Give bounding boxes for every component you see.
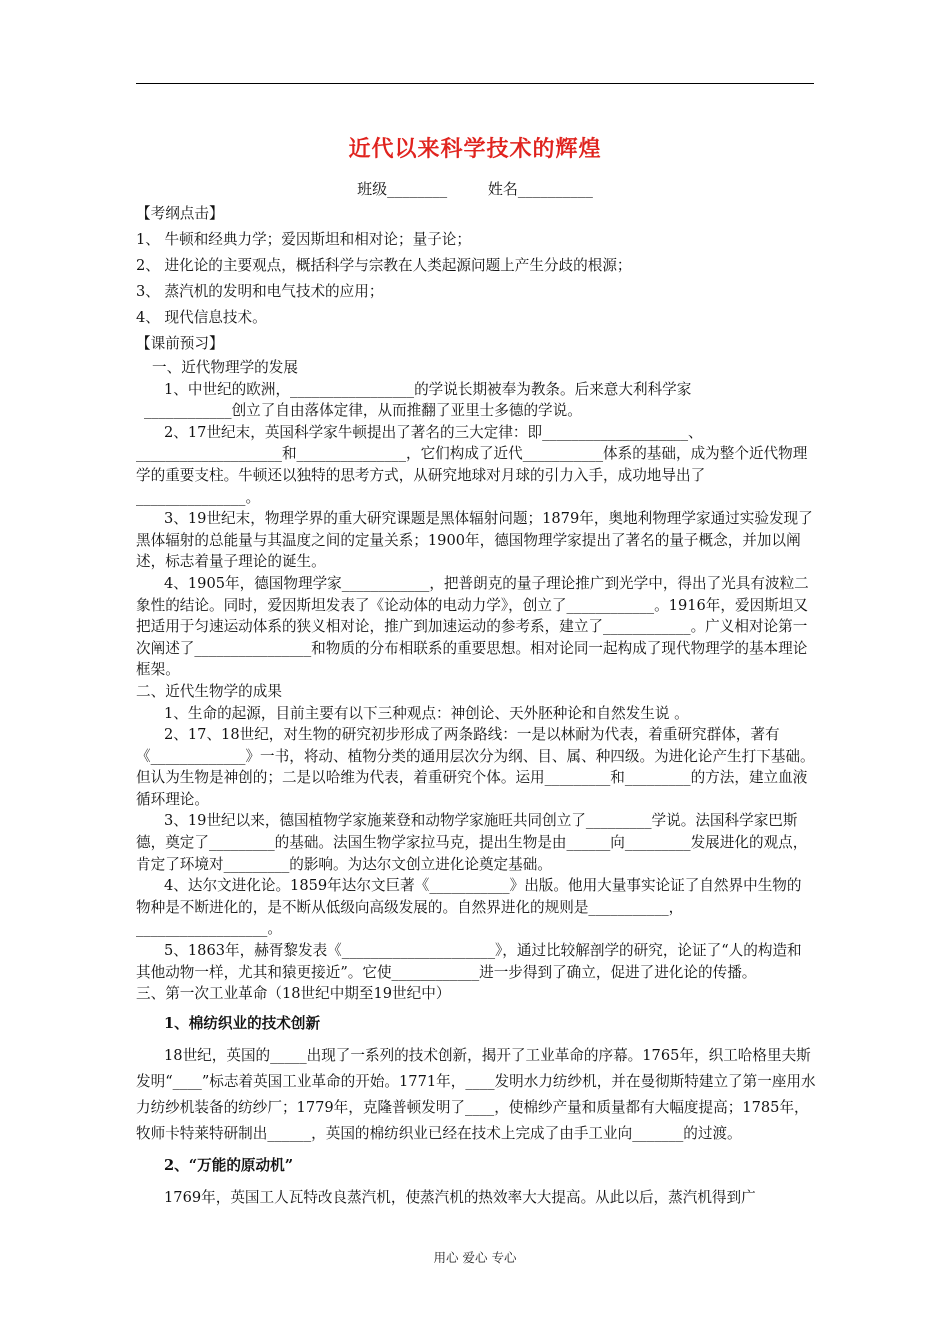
page-title: 近代以来科学技术的辉煌 bbox=[348, 137, 602, 162]
section-heading: 【课前预习】 bbox=[136, 335, 224, 352]
sub-heading: 2、“万能的原动机” bbox=[164, 1156, 294, 1174]
paragraph: 3、19世纪以来，德国植物学家施莱登和动物学家施旺共同创立了_________学说。法国科学家巴斯德，奠定了_________的基础。法国生物学家拉马克，提出生物是由______向_________发展进化的观点，肯定了环境对_________的影响。为达尔文创立进化论奠定基础。 bbox=[136, 812, 808, 873]
paragraph: 5、1863年，赫胥黎发表《_____________________》，通过比较解剖学的研究，论证了“人的构造和其他动物一样，尤其和猿更接近”。它使____________进一步得到了确立，促进了进化论的传播。 bbox=[136, 942, 802, 981]
paragraph: 1、生命的起源，目前主要有以下三种观点：神创论、天外胚种论和自然发生说 。 bbox=[164, 704, 689, 722]
page-footer: 用心 爱心 专心 bbox=[433, 1250, 517, 1265]
list-item: 1、 牛顿和经典力学；爱因斯坦和相对论；量子论； bbox=[136, 231, 471, 248]
section-heading: 【考纲点击】 bbox=[136, 205, 224, 222]
sub-heading: 1、棉纺织业的技术创新 bbox=[164, 1014, 321, 1032]
paragraph: 4、1905年，德国物理学家____________，把普朗克的量子理论推广到光学中，得出了光具有波粒二象性的结论。同时，爱因斯坦发表了《论动体的电动力学》，创立了____________。1916年，爱因斯坦又把适用于匀速运动体系的狭义相对论，推广到加速运动的参考系，建立了____________。广义相对论第一次阐述了________________和物质的分布相联系的重要思想。相对论同一起构成了现代物理学的基本理论框架。 bbox=[136, 574, 809, 679]
list-item: 4、 现代信息技术。 bbox=[136, 309, 267, 326]
class-field-label: 班级________ bbox=[357, 180, 448, 198]
document-body bbox=[136, 201, 816, 1211]
list-item: 3、 蒸汽机的发明和电气技术的应用； bbox=[136, 283, 384, 300]
list-item: 2、 进化论的主要观点，概括科学与宗教在人类起源问题上产生分歧的根源； bbox=[136, 257, 632, 274]
part-heading: 二、近代生物学的成果 bbox=[136, 682, 282, 700]
name-field-label: 姓名__________ bbox=[487, 180, 593, 198]
paragraph: 3、19世纪末，物理学界的重大研究课题是黑体辐射问题；1879年，奥地利物理学家通过实验发现了黑体辐射的总能量与其温度之间的定量关系；1900年，德国物理学家提出了著名的量子概念，并加以阐述，标志着量子理论的诞生。 bbox=[136, 510, 813, 571]
paragraph: 4、达尔文进化论。1859年达尔文巨著《___________》出版。他用大量事实论证了自然界中生物的物种是不断进化的，是不断从低级向高级发展的。自然界进化的规则是___________，__________________。 bbox=[136, 877, 802, 938]
paragraph: ____________创立了自由落体定律，从而推翻了亚里士多德的学说。 bbox=[144, 402, 582, 420]
paragraph: 2、17、18世纪，对生物的研究初步形成了两条路线：一是以林耐为代表，着重研究群体，著有《_____________》一书，将动、植物分类的通用层次分为纲、目、属、种四级。为进化论产生打下基础。但认为生物是神创的；二是以哈维为代表，着重研究个体。运用_________和_________的方法，建立血液循环理论。 bbox=[136, 726, 815, 808]
paragraph: 1、中世纪的欧洲，_________________的学说长期被奉为教条。后来意大利科学家 bbox=[164, 380, 692, 398]
header-rule bbox=[136, 83, 814, 84]
paragraph: 2、17世纪末，英国科学家牛顿提出了著名的三大定律：即____________________、____________________和_______________，它们构成了近代___________体系的基础，成为整个近代物理学的重要支柱。牛顿还以独特的思考方式，从研究地球对月球的引力入手，成功地导出了_______________。 bbox=[136, 423, 808, 506]
class-name-line bbox=[0, 178, 950, 199]
paragraph: 1769年，英国工人瓦特改良蒸汽机，使蒸汽机的热效率大大提高。从此以后，蒸汽机得到广 bbox=[164, 1188, 756, 1206]
part-heading: 一、近代物理学的发展 bbox=[152, 359, 298, 376]
part-heading: 三、第一次工业革命（18世纪中期至19世纪中） bbox=[136, 985, 451, 1003]
paragraph: 18世纪，英国的_____出现了一系列的技术创新，揭开了工业革命的序幕。1765年，织工哈格里夫斯发明“____”标志着英国工业革命的开始。1771年，____发明水力纺纱机，并在曼彻斯特建立了第一座用水力纺纱机装备的纺纱厂；1779年，克隆普顿发明了____，使棉纱产量和质量都有大幅度提高；1785年，牧师卡特莱特研制出______，英国的棉纺织业已经在技术上完成了由手工业向_______的过渡。 bbox=[136, 1046, 816, 1142]
